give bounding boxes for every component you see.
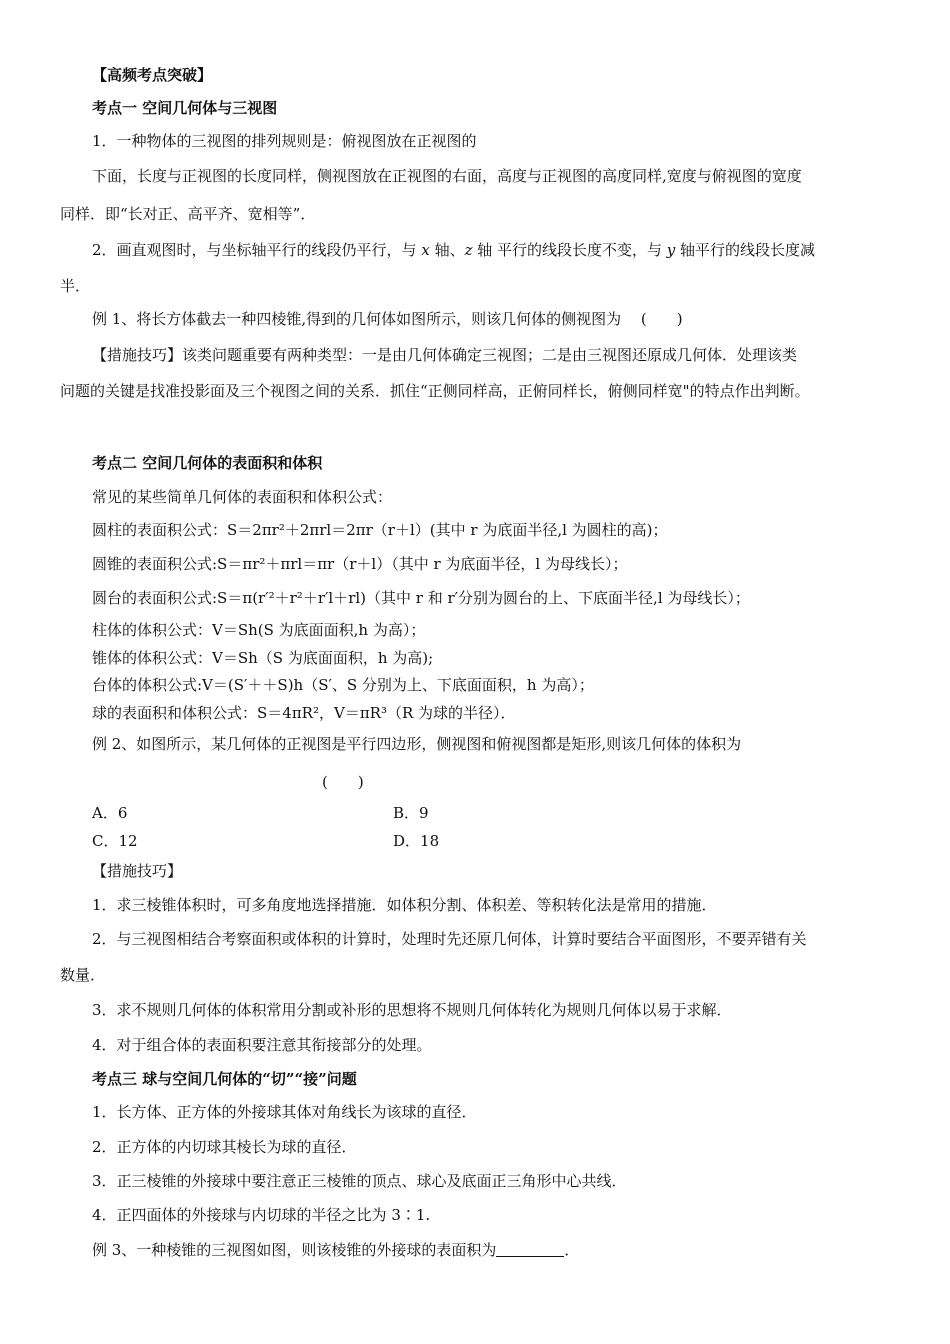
option-a: A．6 <box>92 804 128 822</box>
formula-pyramid-volume: 锥体的体积公式：V＝Sh（S 为底面面积，h 为高); <box>92 649 434 667</box>
answer-paren: ( ) <box>322 773 364 791</box>
formula-cylinder: 圆柱的表面积公式：S＝2πr²＋2πrl＝2πr（r＋l）(其中 r 为底面半径,l 为圆柱的高)； <box>92 521 668 539</box>
para-1b: 下面，长度与正视图的长度同样，侧视图放在正视图的右面，高度与正视图的高度同样,宽度与俯视图的宽度 <box>92 167 802 185</box>
example-3: 例 3、一种棱锥的三视图如图，则该棱锥的外接球的表面积为 ． <box>92 1241 580 1259</box>
option-b: B．9 <box>393 804 429 822</box>
option-c: C．12 <box>92 832 138 850</box>
para-1c: 同样．即“长对正、高平齐、宽相等”． <box>60 205 316 223</box>
example-2: 例 2、如图所示，某几何体的正视图是平行四边形，侧视图和俯视图都是矩形,则该几何体的体积为 <box>92 735 742 753</box>
formula-prism-volume: 柱体的体积公式：V＝Sh(S 为底面面积,h 为高）； <box>92 621 426 639</box>
formula-intro: 常见的某些简单几何体的表面积和体积公式： <box>92 488 393 506</box>
tip-2-4: 4．对于组合体的表面积要注意其衔接部分的处理。 <box>92 1036 432 1054</box>
formula-sphere: 球的表面积和体积公式：S＝4πR²，V＝πR³（R 为球的半径）． <box>92 704 516 722</box>
tips-title: 【措施技巧】 <box>92 862 183 880</box>
formula-cone: 圆锥的表面积公式:S＝πr²＋πrl＝πr（r＋l）（其中 r 为底面半径，l 为母线长）； <box>92 555 628 573</box>
tip-1b: 问题的关键是找准投影面及三个视图之间的关系．抓住“正侧同样高，正俯同样长，俯侧同样宽"的特点作出判断。 <box>60 382 810 400</box>
option-d: D．18 <box>393 832 440 850</box>
tip-2-1: 1．求三棱锥体积时，可多角度地选择措施．如体积分割、体积差、等积转化法是常用的措施． <box>92 896 717 914</box>
heading-1: 考点一 空间几何体与三视图 <box>92 99 278 117</box>
formula-frustum: 圆台的表面积公式:S＝π(r′²＋r²＋r′l＋rl)（其中 r 和 r′分别为圆台的上、下底面半径,l 为母线长）； <box>92 589 750 607</box>
para-3-2: 2．正方体的内切球其棱长为球的直径． <box>92 1138 357 1156</box>
formula-frustum-volume: 台体的体积公式:V＝(S′＋＋S)h（S′、S 分别为上、下底面面积，h 为高）； <box>92 676 594 694</box>
para-1a: 1．一种物体的三视图的排列规则是：俯视图放在正视图的 <box>92 132 477 150</box>
tip-2-3: 3．求不规则几何体的体积常用分割或补形的思想将不规则几何体转化为规则几何体以易于求解． <box>92 1001 732 1019</box>
para-2b: 半． <box>60 277 91 295</box>
para-3-3: 3．正三棱锥的外接球中要注意正三棱锥的顶点、球心及底面正三角形中心共线． <box>92 1172 627 1190</box>
para-3-1: 1．长方体、正方体的外接球其体对角线长为该球的直径． <box>92 1103 477 1121</box>
heading-3: 考点三 球与空间几何体的“切”“接”问题 <box>92 1070 357 1088</box>
tip-2-2b: 数量． <box>60 966 106 984</box>
section-title: 【高频考点突破】 <box>92 66 213 84</box>
heading-2: 考点二 空间几何体的表面积和体积 <box>92 454 323 472</box>
tip-1a: 【措施技巧】该类问题重要有两种类型：一是由几何体确定三视图；二是由三视图还原成几何体．处理该类 <box>92 346 798 364</box>
tip-2-2a: 2．与三视图相结合考察面积或体积的计算时，处理时先还原几何体，计算时要结合平面图形，不要弄错有关 <box>92 930 807 948</box>
answer-blank <box>496 1242 564 1257</box>
example-1: 例 1、将长方体截去一种四棱锥,得到的几何体如图所示，则该几何体的侧视图为 ( ) <box>92 310 683 328</box>
para-2a: 2．画直观图时，与坐标轴平行的线段仍平行，与 x 轴、z 轴 平行的线段长度不变，与 y 轴平行的线段长度减 <box>92 241 816 259</box>
para-3-4: 4．正四面体的外接球与内切球的半径之比为 3∶1. <box>92 1206 431 1224</box>
